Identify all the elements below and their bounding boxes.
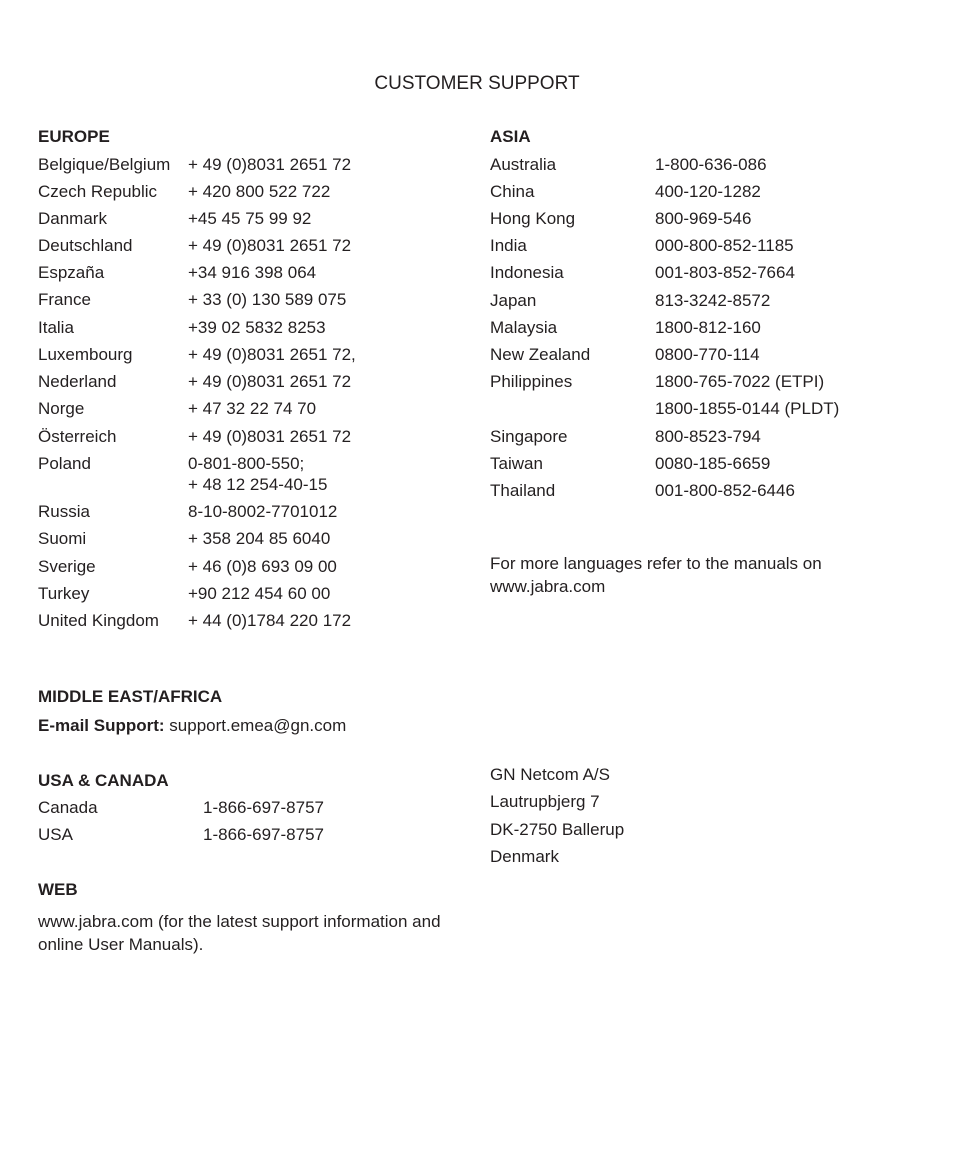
- web-info-line: www.jabra.com (for the latest support information and: [38, 912, 441, 931]
- phone-number: +39 02 5832 8253: [188, 318, 326, 337]
- phone-number: 1800-1855-0144 (PLDT): [655, 399, 840, 418]
- country-name: Italia: [38, 318, 74, 337]
- country-name: Philippines: [490, 372, 573, 391]
- page-title: CUSTOMER SUPPORT: [374, 73, 580, 94]
- phone-number: 1800-765-7022 (ETPI): [655, 372, 825, 391]
- phone-number: + 47 32 22 74 70: [188, 399, 317, 418]
- country-name: Hong Kong: [490, 209, 576, 228]
- phone-number: + 420 800 522 722: [188, 182, 331, 201]
- country-name: Singapore: [490, 427, 568, 446]
- phone-number: + 49 (0)8031 2651 72: [188, 236, 352, 255]
- country-name: Russia: [38, 502, 90, 521]
- country-name: Danmark: [38, 209, 107, 228]
- country-name: Norge: [38, 399, 85, 418]
- phone-number: 1800-812-160: [655, 318, 761, 337]
- languages-note: [490, 552, 822, 598]
- phone-number: 1-866-697-8757: [203, 798, 324, 817]
- country-name: USA: [38, 825, 73, 844]
- country-name: Nederland: [38, 372, 117, 391]
- phone-number: 8-10-8002-7701012: [188, 502, 338, 521]
- country-name: Japan: [490, 291, 537, 310]
- address-line: Lautrupbjerg 7: [490, 792, 600, 811]
- country-name: Luxembourg: [38, 345, 133, 364]
- mea-heading: MIDDLE EAST/AFRICA: [38, 687, 223, 706]
- country-name: United Kingdom: [38, 611, 159, 630]
- languages-note-line: For more languages refer to the manuals on: [490, 554, 822, 573]
- address-line: GN Netcom A/S: [490, 765, 610, 784]
- country-name: Deutschland: [38, 236, 133, 255]
- web-heading: WEB: [38, 880, 78, 899]
- usa-canada-heading: USA & CANADA: [38, 771, 169, 790]
- country-name: India: [490, 236, 527, 255]
- phone-number: + 46 (0)8 693 09 00: [188, 557, 337, 576]
- country-name: Czech Republic: [38, 182, 158, 201]
- country-name: Malaysia: [490, 318, 558, 337]
- country-name: Canada: [38, 798, 98, 817]
- country-name: Turkey: [38, 584, 90, 603]
- asia-heading: ASIA: [490, 127, 531, 146]
- country-name: France: [38, 290, 91, 309]
- phone-number: 0-801-800-550;: [188, 454, 305, 473]
- phone-number: + 44 (0)1784 220 172: [188, 611, 352, 630]
- phone-number: 000-800-852-1185: [655, 236, 794, 255]
- email-support: [38, 716, 346, 736]
- phone-number: +45 45 75 99 92: [188, 209, 312, 228]
- country-name: Australia: [490, 155, 557, 174]
- phone-number: 001-800-852-6446: [655, 481, 795, 500]
- phone-number: + 49 (0)8031 2651 72: [188, 427, 352, 446]
- phone-number: 800-969-546: [655, 209, 752, 228]
- phone-number: 0080-185-6659: [655, 454, 771, 473]
- phone-number: 800-8523-794: [655, 427, 761, 446]
- phone-number: 1-800-636-086: [655, 155, 767, 174]
- phone-number: 813-3242-8572: [655, 291, 771, 310]
- country-name: Österreich: [38, 427, 117, 446]
- jabra-link: www.jabra.com: [490, 577, 606, 596]
- email-support-label: E-mail Support:: [38, 716, 165, 735]
- address-line: Denmark: [490, 847, 559, 866]
- email-address: support.emea@gn.com: [169, 716, 347, 735]
- country-name: Suomi: [38, 529, 87, 548]
- country-name: Espzaña: [38, 263, 105, 282]
- web-info-line: online User Manuals).: [38, 935, 204, 954]
- phone-number: +90 212 454 60 00: [188, 584, 331, 603]
- country-name: Belgique/Belgium: [38, 155, 171, 174]
- phone-number: + 358 204 85 6040: [188, 529, 331, 548]
- phone-number: +34 916 398 064: [188, 263, 317, 282]
- phone-number-secondary: + 48 12 254-40-15: [188, 475, 328, 494]
- europe-heading: EUROPE: [38, 127, 110, 146]
- web-info: [38, 910, 441, 956]
- address-line: DK-2750 Ballerup: [490, 820, 625, 839]
- country-name: Thailand: [490, 481, 556, 500]
- phone-number: + 49 (0)8031 2651 72,: [188, 345, 356, 364]
- phone-number: + 33 (0) 130 589 075: [188, 290, 347, 309]
- phone-number: + 49 (0)8031 2651 72: [188, 372, 352, 391]
- phone-number: 1-866-697-8757: [203, 825, 324, 844]
- country-name: Sverige: [38, 557, 96, 576]
- country-name: Taiwan: [490, 454, 543, 473]
- country-name: New Zealand: [490, 345, 591, 364]
- phone-number: + 49 (0)8031 2651 72: [188, 155, 352, 174]
- country-name: China: [490, 182, 535, 201]
- country-name: Indonesia: [490, 263, 564, 282]
- phone-number: 001-803-852-7664: [655, 263, 795, 282]
- phone-number: 400-120-1282: [655, 182, 761, 201]
- phone-number: 0800-770-114: [655, 345, 760, 364]
- country-name: Poland: [38, 454, 91, 473]
